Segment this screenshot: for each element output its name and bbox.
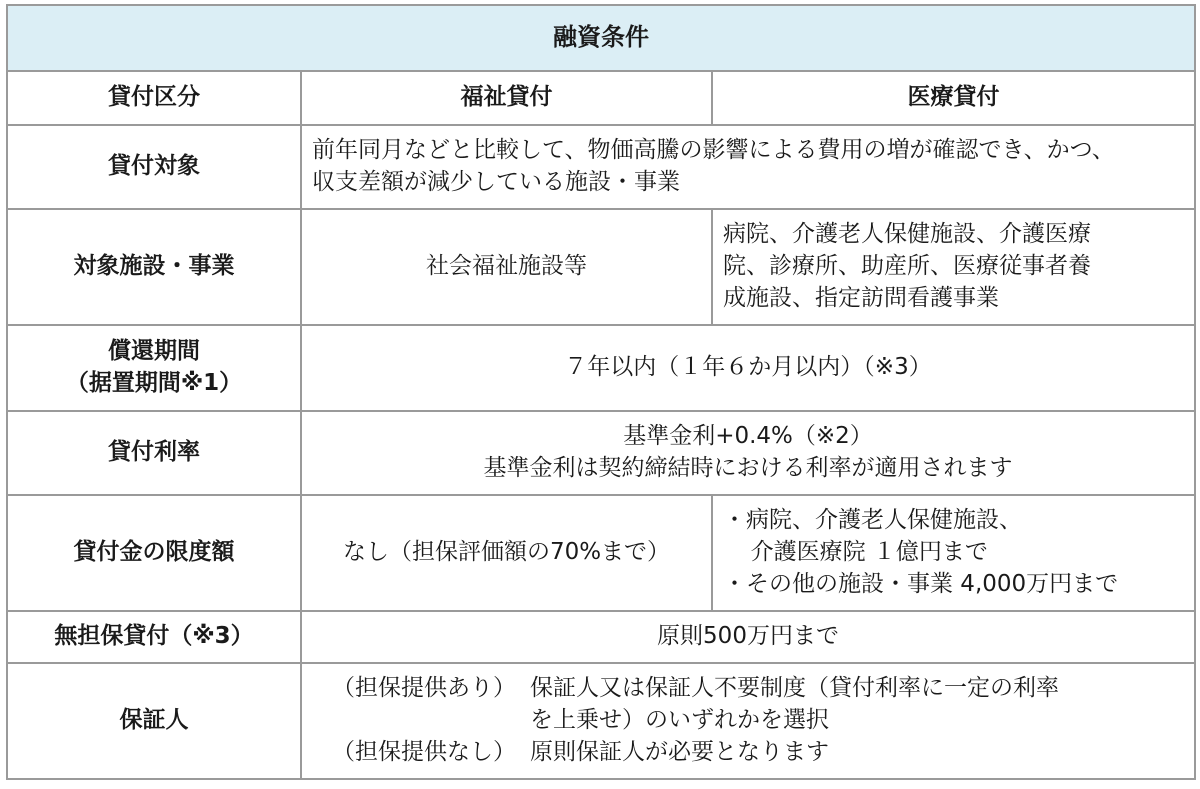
- row-target-value: [301, 125, 1195, 209]
- table-title: 融資条件: [7, 5, 1195, 71]
- row-facilities-medical-line-3: 成施設、指定訪問看護事業: [723, 284, 999, 311]
- guarantor-without-collateral-text: 原則保証人が必要となります: [530, 738, 829, 765]
- row-limit-medical-line-3: ・その他の施設・事業 4,000万円まで: [723, 570, 1119, 597]
- row-period: [7, 325, 1195, 411]
- header-medical: 医療貸付: [712, 71, 1195, 125]
- row-target: [7, 125, 1195, 209]
- row-guarantor: [7, 663, 1195, 779]
- guarantor-without-collateral: [332, 737, 1184, 769]
- row-unsecured-value: 原則500万円まで: [301, 611, 1195, 663]
- row-facilities-label: 対象施設・事業: [7, 209, 301, 325]
- row-target-label: 貸付対象: [7, 125, 301, 209]
- row-facilities-medical: [712, 209, 1195, 325]
- row-facilities: [7, 209, 1195, 325]
- loan-conditions-table: [6, 4, 1196, 780]
- guarantor-with-collateral-text: [516, 673, 1184, 736]
- row-facilities-medical-line-1: 病院、介護老人保健施設、介護医療: [723, 221, 1091, 248]
- row-limit-welfare: なし（担保評価額の70%まで）: [301, 495, 712, 611]
- guarantor-with-collateral: [332, 673, 1184, 736]
- row-guarantor-value: [301, 663, 1195, 779]
- header-welfare: 福祉貸付: [301, 71, 712, 125]
- row-unsecured: [7, 611, 1195, 663]
- row-period-value: ７年以内（１年６か月以内）（※3）: [301, 325, 1195, 411]
- table-title-row: [7, 5, 1195, 71]
- row-target-line-2: 収支差額が減少している施設・事業: [312, 169, 680, 195]
- guarantor-with-collateral-label: （担保提供あり）: [332, 675, 516, 702]
- row-rate: [7, 411, 1195, 495]
- row-facilities-medical-line-2: 院、診療所、助産所、医療従事者養: [723, 253, 1091, 280]
- row-limit-medical: [712, 495, 1195, 611]
- row-period-label-line-2: （据置期間※1）: [65, 370, 243, 396]
- row-rate-line-1: 基準金利+0.4%（※2）: [623, 423, 873, 450]
- header-row: [7, 71, 1195, 125]
- row-rate-line-2: 基準金利は契約締結時における利率が適用されます: [483, 455, 1013, 481]
- row-rate-label: 貸付利率: [7, 411, 301, 495]
- row-rate-value: [301, 411, 1195, 495]
- row-limit-label: 貸付金の限度額: [7, 495, 301, 611]
- row-period-label: [7, 325, 301, 411]
- guarantor-with-collateral-line-2: を上乗せ）のいずれかを選択: [530, 707, 829, 734]
- row-limit-medical-line-1: ・病院、介護老人保健施設、: [723, 507, 1022, 534]
- row-facilities-welfare: 社会福祉施設等: [301, 209, 712, 325]
- header-category: 貸付区分: [7, 71, 301, 125]
- row-guarantor-label: 保証人: [7, 663, 301, 779]
- row-target-line-1: 前年同月などと比較して、物価高騰の影響による費用の増が確認でき、かつ、: [312, 137, 1115, 164]
- row-unsecured-label: 無担保貸付（※3）: [7, 611, 301, 663]
- guarantor-without-collateral-label: （担保提供なし）: [332, 738, 516, 765]
- row-period-label-line-1: 償還期間: [108, 338, 200, 365]
- row-limit-medical-line-2: 介護医療院 １億円まで: [750, 539, 988, 566]
- guarantor-with-collateral-line-1: 保証人又は保証人不要制度（貸付利率に一定の利率: [530, 675, 1059, 702]
- row-limit: [7, 495, 1195, 611]
